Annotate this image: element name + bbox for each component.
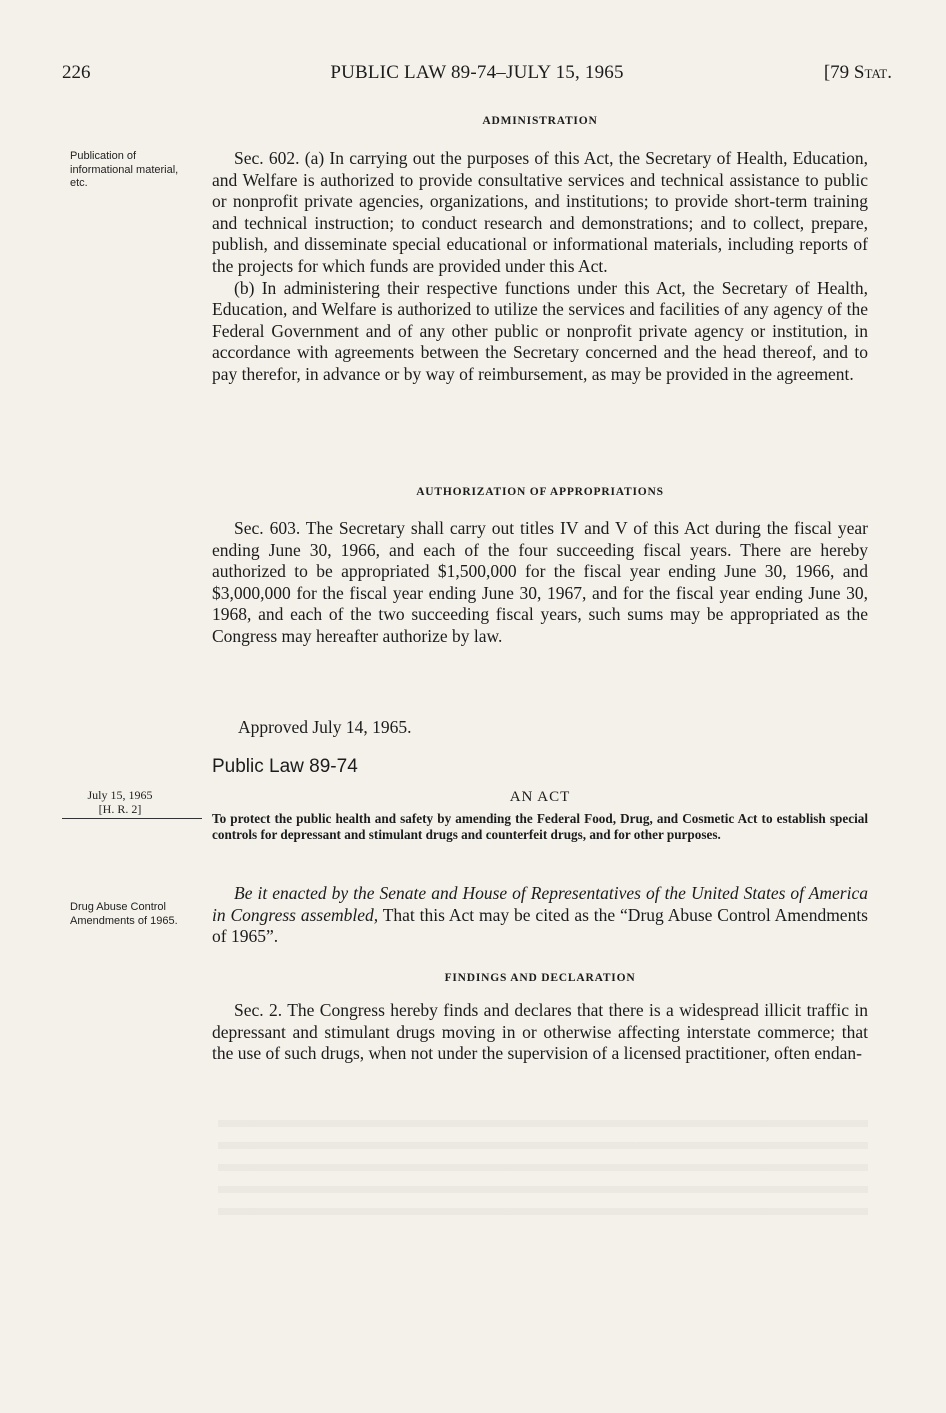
running-title: PUBLIC LAW 89-74–JULY 15, 1965	[330, 62, 624, 83]
findings-heading: FINDINGS AND DECLARATION	[444, 972, 636, 984]
enacting-text	[212, 883, 868, 948]
bill-number: [H. R. 2]	[98, 801, 142, 816]
section-2	[212, 1000, 868, 1065]
margin-note-date	[60, 789, 180, 816]
bleed-through-shading	[218, 1120, 868, 1230]
enacting-clause	[212, 883, 868, 948]
margin-note-publication: Publication of informational material, etc.	[70, 150, 179, 189]
administration-heading: ADMINISTRATION	[482, 115, 598, 127]
page-header	[62, 62, 892, 92]
statute-reference	[824, 62, 892, 84]
stat-ref-prefix: [79	[823, 62, 854, 83]
section-602	[212, 148, 868, 386]
appropriations-heading: AUTHORIZATION OF APPROPRIATIONS	[416, 486, 664, 498]
margin-rule	[62, 818, 202, 819]
act-label: AN ACT	[509, 789, 571, 805]
section-602-a: Sec. 602. (a) In carrying out the purposes of this Act, the Secretary of Health, Education, and Welfare is authorized to provide consultative services and technical assistance to public or nonprofit private agencies, organizations, and institutions; to provide short-term training and technical instruction; to conduct research and demonstrations; and to collect, prepare, publish, and disseminate special educational or informational materials, including reports of the projects for which funds are provided under this Act.	[212, 148, 868, 276]
enactment-date: July 15, 1965	[87, 788, 153, 802]
approval-date: Approved July 14, 1965.	[238, 717, 412, 737]
stat-ref-word: Stat.	[853, 62, 892, 83]
margin-note-drug-abuse: Drug Abuse Control Amendments of 1965.	[70, 901, 178, 927]
act-purpose-text: To protect the public health and safety by amending the Federal Food, Drug, and Cosmetic Act to establish special controls for depressant and stimulant drugs and counterfeit drugs, and for other purposes.	[212, 811, 868, 842]
section-2-text: Sec. 2. The Congress hereby finds and declares that there is a widespread illicit traffic in depressant and stimulant drugs moving in or otherwise affecting interstate commerce; that the use of such drugs, when not under the supervision of a licensed practitioner, often endan-	[212, 1000, 868, 1064]
enacting-italic: Be it enacted by the Senate and House of Representatives of the United States of America in Congress assembled,	[212, 883, 868, 925]
section-603-text: Sec. 603. The Secretary shall carry out titles IV and V of this Act during the fiscal year ending June 30, 1966, and each of the four succeeding fiscal years. There are hereby authorized to be appropriated $1,500,000 for the fiscal year ending June 30, 1966, and $3,000,000 for the fiscal year ending June 30, 1967, and for the fiscal year ending June 30, 1968, and each of the two succeeding fiscal years, such sums may be appropriated as the Congress may hereafter authorize by law.	[212, 518, 868, 646]
enacting-rest: That this Act may be cited as the “Drug Abuse Control Amendments of 1965”.	[212, 904, 868, 947]
section-603	[212, 518, 868, 648]
page-number: 226	[62, 62, 91, 83]
section-602-b: (b) In administering their respective functions under this Act, the Secretary of Health, Education, and Welfare is authorized to utilize the services and facilities of any agency of the Federal Government and of any other public or nonprofit private agency or institution, in accordance with agreements between the Secretary concerned and the head thereof, and to pay therefor, in advance or by way of reimbursement, as may be provided in the agreement.	[212, 277, 868, 384]
act-purpose	[212, 811, 868, 843]
public-law-title: Public Law 89-74	[212, 756, 358, 777]
